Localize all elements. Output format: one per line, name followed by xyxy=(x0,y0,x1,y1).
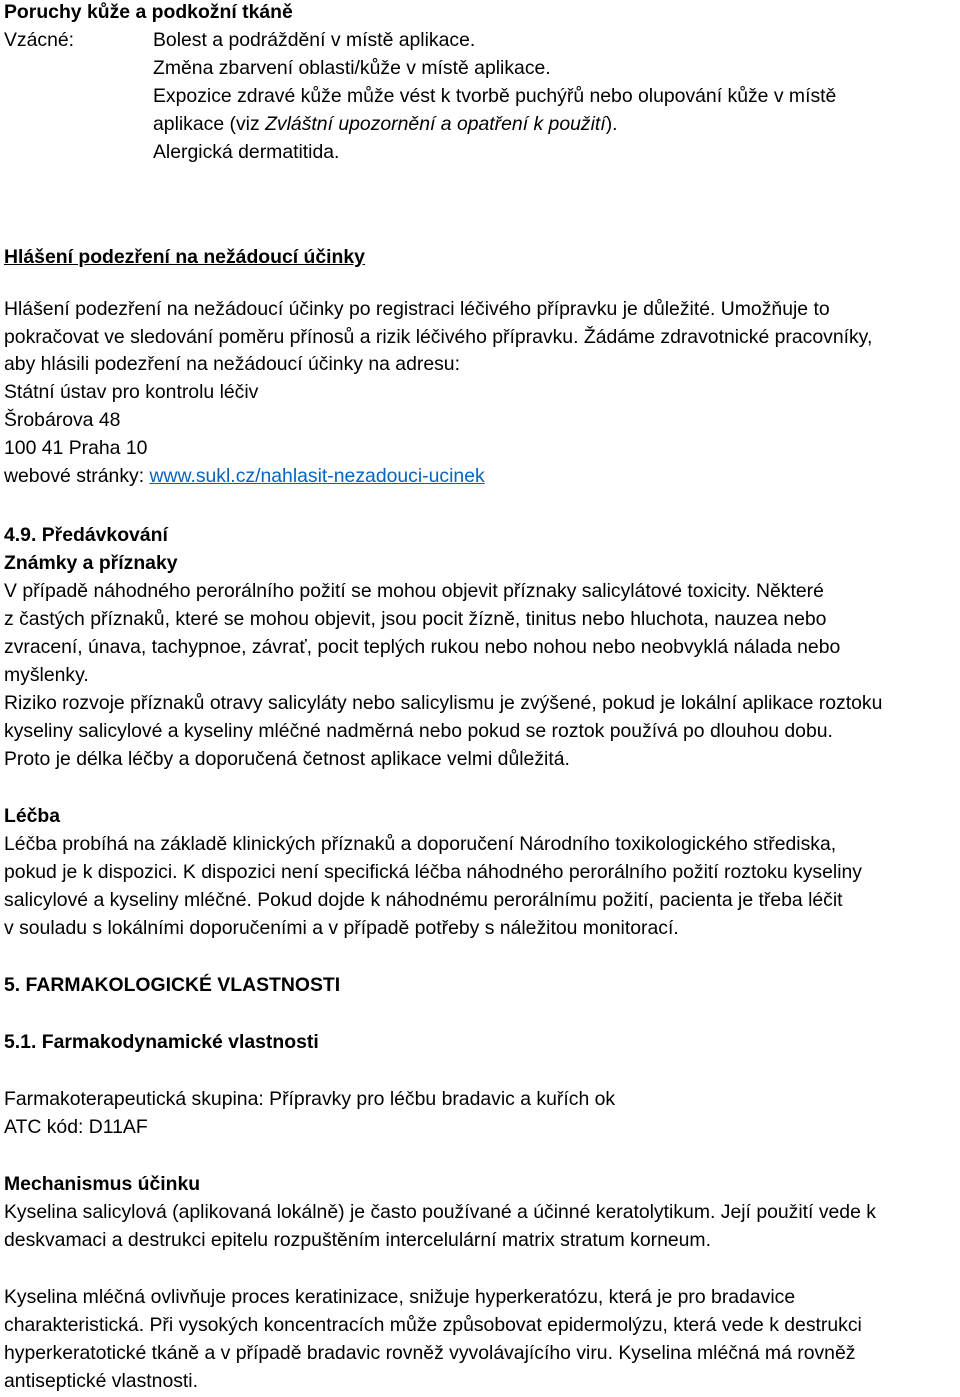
section-heading-mechanism: Mechanismus účinku xyxy=(4,1173,201,1195)
text-line: Kyselina mléčná ovlivňuje proces keratinizace, snižuje hyperkeratózu, která je pro bradavice xyxy=(4,1286,796,1308)
text-line: deskvamaci a destrukci epitelu rozpuštěním intercelulární matrix stratum korneum. xyxy=(4,1229,711,1251)
text-line: Riziko rozvoje příznaků otravy salicyláty nebo salicylismu je zvýšené, pokud je lokální aplikace roztoku xyxy=(4,692,883,714)
text-line: V případě náhodného perorálního požití se mohou objevit příznaky salicylátové toxicity. Některé xyxy=(4,580,824,602)
frequency-label: Vzácné: xyxy=(4,29,75,51)
text-line: salicylové a kyseliny mléčné. Pokud dojde k náhodnému perorálnímu požití, pacienta je třeba léčit xyxy=(4,889,843,911)
text-line: zvracení, únava, tachypnoe, závrať, pocit teplých rukou nebo nohou nebo neobvyklá nálada nebo xyxy=(4,636,841,658)
text-line: Alergická dermatitida. xyxy=(153,141,340,163)
pharmacotherapeutic-group: Farmakoterapeutická skupina: Přípravky pro léčbu bradavic a kuřích ok xyxy=(4,1088,616,1110)
address-line: Šrobárova 48 xyxy=(4,409,121,431)
text-line: aplikace (viz Zvláštní upozornění a opatření k použití). xyxy=(153,113,618,135)
text-line: Bolest a podráždění v místě aplikace. xyxy=(153,29,476,51)
section-heading-pharmacodynamic: 5.1. Farmakodynamické vlastnosti xyxy=(4,1031,319,1053)
text-line: pokračovat ve sledování poměru přínosů a rizik léčivého přípravku. Žádáme zdravotnické pracovníky, xyxy=(4,326,873,348)
text-line: kyseliny salicylové a kyseliny mléčné nadměrná nebo pokud se roztok používá po dlouhou dobu. xyxy=(4,720,833,742)
text-line: Expozice zdravé kůže může vést k tvorbě puchýřů nebo olupování kůže v místě xyxy=(153,85,837,107)
text-line: hyperkeratotické tkáně a v případě bradavic rovněž vyvolávajícího viru. Kyselina mléčná má rovněž xyxy=(4,1342,856,1364)
text-line: Kyselina salicylová (aplikovaná lokálně) je často používané a účinné keratolytikum. Její použití vede k xyxy=(4,1201,876,1223)
section-heading-skin: Poruchy kůže a podkožní tkáně xyxy=(4,1,293,23)
text-line: Léčba probíhá na základě klinických příznaků a doporučení Národního toxikologického střediska, xyxy=(4,833,837,855)
text-line: aby hlásili podezření na nežádoucí účinky na adresu: xyxy=(4,353,460,375)
web-line: webové stránky: www.sukl.cz/nahlasit-nezadouci-ucinek xyxy=(4,465,485,487)
text-line: pokud je k dispozici. K dispozici není specifická léčba náhodného perorálního požití roztoku kyseliny xyxy=(4,861,862,883)
text-line: v souladu s lokálními doporučeními a v případě potřeby s náležitou monitorací. xyxy=(4,917,679,939)
section-heading-treatment: Léčba xyxy=(4,805,61,827)
reporting-website-link[interactable]: www.sukl.cz/nahlasit-nezadouci-ucinek xyxy=(149,465,485,487)
text-line: Proto je délka léčby a doporučená četnost aplikace velmi důležitá. xyxy=(4,748,570,770)
section-heading-pharmacological: 5. FARMAKOLOGICKÉ VLASTNOSTI xyxy=(4,974,341,996)
text-line: Změna zbarvení oblasti/kůže v místě aplikace. xyxy=(153,57,551,79)
text-line: antiseptické vlastnosti. xyxy=(4,1370,199,1392)
address-line: 100 41 Praha 10 xyxy=(4,437,148,459)
italic-reference: Zvláštní upozornění a opatření k použití xyxy=(265,113,606,135)
address-line: Státní ústav pro kontrolu léčiv xyxy=(4,381,259,403)
text-line: Hlášení podezření na nežádoucí účinky po registraci léčivého přípravku je důležité. Umožňuje to xyxy=(4,298,830,320)
section-heading-reporting: Hlášení podezření na nežádoucí účinky xyxy=(4,246,365,268)
text-line: z častých příznaků, které se mohou objevit, jsou pocit žízně, tinitus nebo hluchota, nauzea nebo xyxy=(4,608,827,630)
text-line: charakteristická. Při vysokých koncentracích může způsobovat epidermolýzu, která vede k destrukci xyxy=(4,1314,862,1336)
atc-code: ATC kód: D11AF xyxy=(4,1116,148,1138)
text-line: myšlenky. xyxy=(4,664,89,686)
subheading-symptoms: Známky a příznaky xyxy=(4,552,178,574)
section-heading-overdose: 4.9. Předávkování xyxy=(4,524,168,546)
